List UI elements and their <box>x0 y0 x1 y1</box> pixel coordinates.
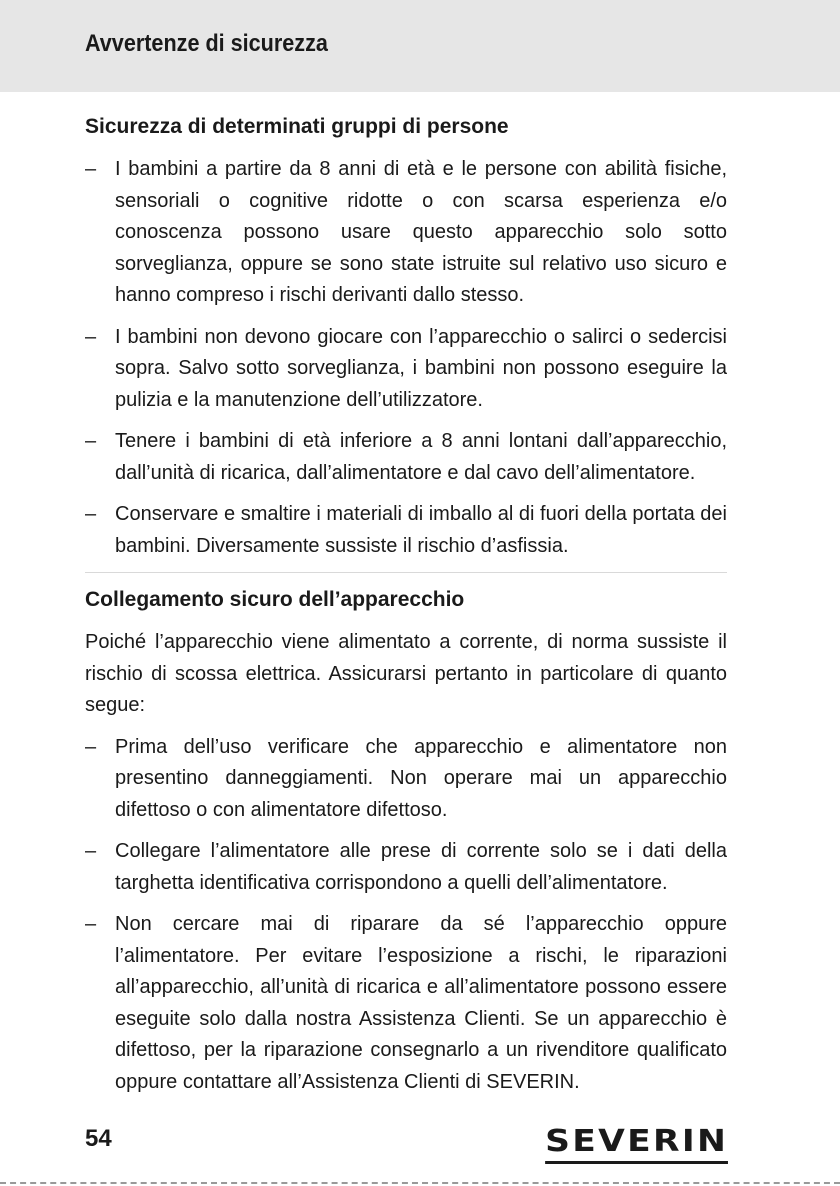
section-title-connection: Collegamento sicuro dell’apparecchio <box>85 588 465 611</box>
list-item-text: Tenere i bambini di età inferiore a 8 anni lontani dall’apparecchio, dall’unità di ricarica, dall’alimentatore e dal cavo dell’alimentatore. <box>115 430 727 484</box>
bullet-dash: – <box>85 158 97 180</box>
list-item-text: Collegare l’alimentatore alle prese di corrente solo se i dati della targhetta identificativa corrispondono a quelli dell’alimentatore. <box>115 840 727 894</box>
list-item <box>85 499 727 562</box>
bullet-dash: – <box>85 735 97 758</box>
page-number: 54 <box>85 1125 112 1152</box>
list-item-text: Conservare e smaltire i materiali di imballo al di fuori della portata dei bambini. Diversamente sussiste il rischio d’asfissia. <box>115 503 727 557</box>
list-item-text: Prima dell’uso verificare che apparecchio e alimentatore non presentino danneggiamenti. Non operare mai un apparecchio difettoso o con alimentatore difettoso. <box>115 735 727 821</box>
bullet-dash: – <box>85 430 97 452</box>
list-item <box>85 426 727 489</box>
page-edge-divider <box>0 1182 840 1184</box>
bullet-list-groups <box>85 154 727 562</box>
main-content <box>85 112 727 1108</box>
list-item-text: I bambini non devono giocare con l’apparecchio o salirci o sedercisi sopra. Salvo sotto sorveglianza, i bambini non possono eseguire la pulizia e la manutenzione dell’utilizzatore. <box>115 325 727 411</box>
bullet-dash: – <box>85 840 97 862</box>
list-item-text: I bambini a partire da 8 anni di età e le persone con abilità fisiche, sensoriali o cognitive ridotte o con scarsa esperienza e/o conoscenza possono usare questo apparecchio solo sotto sorveglianza, oppure se sono state istruite sul relativo uso sicuro e hanno compreso i rischi derivanti dallo stesso. <box>115 158 727 306</box>
bullet-list-connection <box>85 732 727 1099</box>
intro-paragraph: Poiché l’apparecchio viene alimentato a corrente, di norma sussiste il rischio di scossa elettrica. Assicurarsi pertanto in particolare di quanto segue: <box>85 631 727 716</box>
list-item <box>85 732 727 827</box>
bullet-dash: – <box>85 503 97 525</box>
list-item <box>85 154 727 312</box>
page-title: Avvertenze di sicurezza <box>85 30 328 57</box>
list-item-text: Non cercare mai di riparare da sé l’apparecchio oppure l’alimentatore. Per evitare l’esposizione a rischi, le riparazioni all’apparecchio, all’unità di ricarica e all’alimentatore possono essere eseguite solo dalla nostra Assistenza Clienti. Se un apparecchio è difettoso, per la riparazione consegnarlo a un rivenditore qualificato oppure contattare all’Assistenza Clienti di SEVERIN. <box>115 913 727 1093</box>
list-item <box>85 909 727 1098</box>
section-divider <box>85 572 727 573</box>
list-item <box>85 322 727 417</box>
list-item <box>85 836 727 899</box>
bullet-dash: – <box>85 325 97 348</box>
header-band <box>0 0 840 92</box>
bullet-dash: – <box>85 913 97 935</box>
severin-logo: SEVERIN <box>545 1124 728 1164</box>
section-title-groups: Sicurezza di determinati gruppi di persone <box>85 115 509 138</box>
